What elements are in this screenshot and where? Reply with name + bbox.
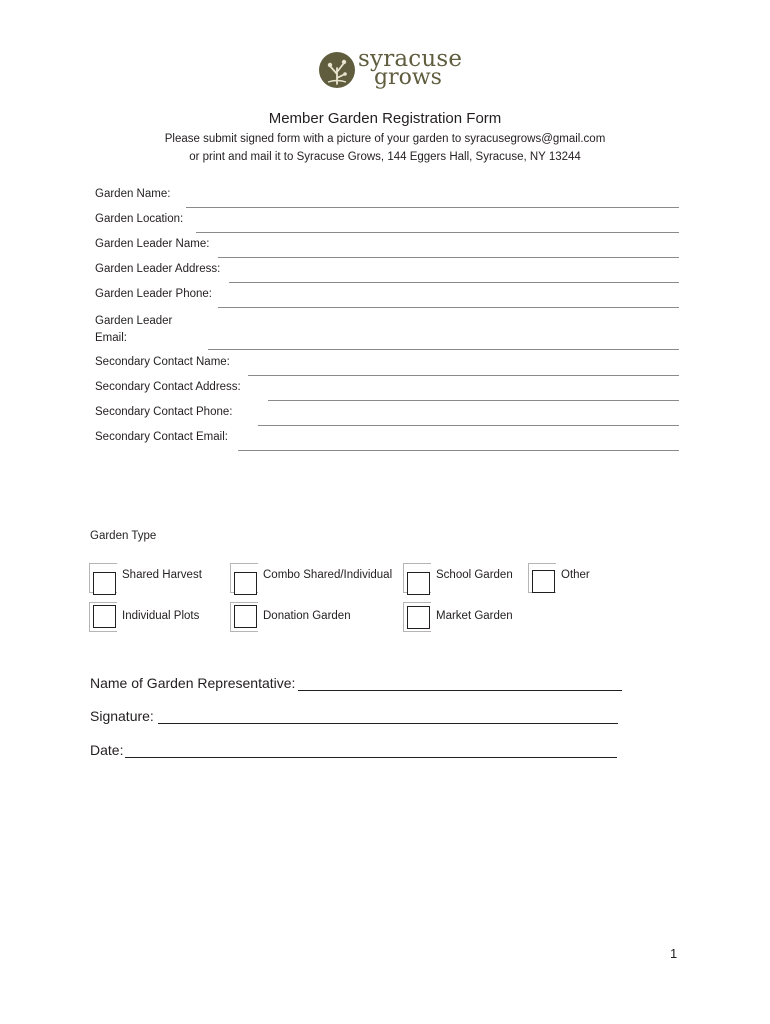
garden-name-label: Garden Name: <box>95 188 171 200</box>
syracuse-grows-logo <box>318 46 463 94</box>
page-number: 1 <box>670 946 678 961</box>
date-label: Date: <box>90 742 124 758</box>
secondary-phone-field[interactable] <box>258 425 679 426</box>
garden-type-label: Garden Type <box>90 530 157 542</box>
leader-name-label: Garden Leader Name: <box>95 238 210 250</box>
garden-location-field[interactable] <box>196 232 679 233</box>
secondary-address-label: Secondary Contact Address: <box>95 381 241 393</box>
shared-harvest-label: Shared Harvest <box>122 569 202 581</box>
combo-label: Combo Shared/Individual <box>263 569 393 581</box>
school-garden-checkbox[interactable] <box>407 572 430 595</box>
logo-wordmark-grows: grows <box>374 65 442 90</box>
secondary-email-field[interactable] <box>238 450 679 451</box>
signature-field[interactable] <box>158 723 618 724</box>
representative-name-label: Name of Garden Representative: <box>90 675 296 691</box>
signature-label: Signature: <box>90 708 154 724</box>
shared-harvest-checkbox[interactable] <box>93 572 116 595</box>
other-label: Other <box>561 569 590 581</box>
date-field[interactable] <box>125 757 617 758</box>
representative-name-field[interactable] <box>298 690 622 691</box>
leader-name-field[interactable] <box>218 257 679 258</box>
leader-email-field[interactable] <box>208 349 679 350</box>
garden-name-field[interactable] <box>186 207 679 208</box>
market-garden-label: Market Garden <box>436 610 513 622</box>
form-title: Member Garden Registration Form <box>268 110 502 127</box>
secondary-phone-label: Secondary Contact Phone: <box>95 406 233 418</box>
leader-phone-field[interactable] <box>218 307 679 308</box>
other-checkbox[interactable] <box>532 570 555 593</box>
instructions-line-1: Please submit signed form with a picture of your garden to syracusegrows@gmail.com <box>164 133 606 145</box>
logo-wordmark-syracuse: syracuse <box>358 46 463 72</box>
garden-location-label: Garden Location: <box>95 213 184 225</box>
combo-checkbox[interactable] <box>234 572 257 595</box>
donation-garden-checkbox[interactable] <box>234 605 257 628</box>
secondary-address-field[interactable] <box>268 400 679 401</box>
tree-leaf-logo-icon <box>318 50 356 90</box>
instructions-line-2: or print and mail it to Syracuse Grows, 144 Eggers Hall, Syracuse, NY 13244 <box>189 151 581 163</box>
leader-address-label: Garden Leader Address: <box>95 263 221 275</box>
secondary-name-field[interactable] <box>248 375 679 376</box>
leader-address-field[interactable] <box>229 282 679 283</box>
individual-plots-label: Individual Plots <box>122 610 200 622</box>
secondary-name-label: Secondary Contact Name: <box>95 356 230 368</box>
leader-phone-label: Garden Leader Phone: <box>95 288 213 300</box>
secondary-email-label: Secondary Contact Email: <box>95 431 228 443</box>
individual-plots-checkbox[interactable] <box>93 605 116 628</box>
leader-email-label: Garden Leader Email: <box>95 315 173 344</box>
school-garden-label: School Garden <box>436 569 513 581</box>
market-garden-checkbox[interactable] <box>407 606 430 629</box>
donation-garden-label: Donation Garden <box>263 610 351 622</box>
